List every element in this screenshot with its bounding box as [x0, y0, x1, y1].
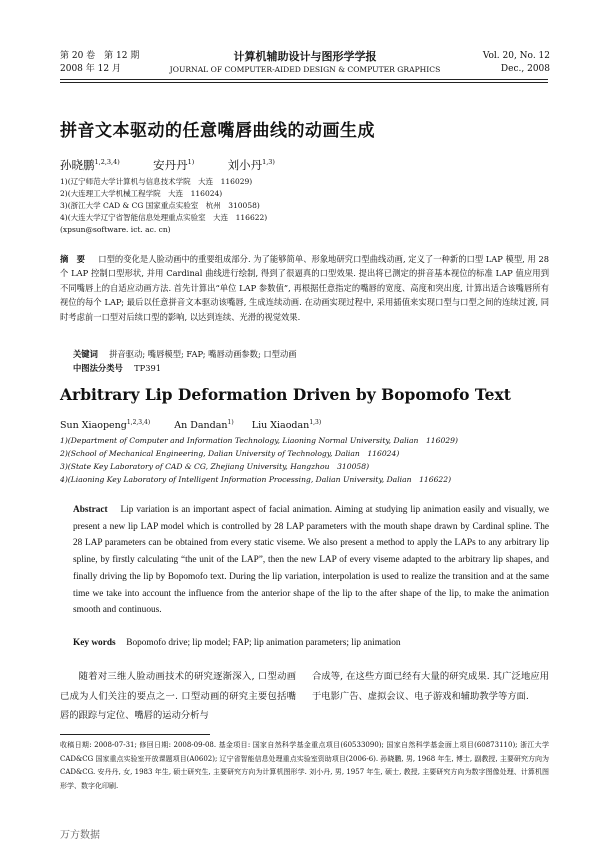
- author-name: 孙晓鹏: [60, 158, 95, 172]
- header-rule-thin: [60, 82, 548, 83]
- keywords-en-block: [73, 638, 401, 648]
- keywords-label-en: Key words: [73, 638, 116, 648]
- affiliation-line: 1)(Department of Computer and Information Technology, Liaoning Normal University, Dalian 116029): [60, 436, 458, 445]
- volume-issue: 第 20 卷 第 12 期: [60, 51, 140, 61]
- affiliation-line: 4)(大连大学辽宁省智能信息处理重点实验室 大连 116622): [60, 213, 268, 222]
- author-name: 刘小丹: [227, 158, 263, 172]
- journal-name-en: JOURNAL OF COMPUTER-AIDED DESIGN & COMPUTER GRAPHICS: [169, 65, 441, 74]
- author-affil-mark: 1,3): [262, 158, 275, 167]
- author-affil-mark: 1,2,3,4): [126, 419, 151, 426]
- volume-issue-en: Vol. 20, No. 12: [482, 51, 550, 61]
- journal-volume-en: [440, 50, 550, 76]
- affiliation-line: 3)(State Key Laboratory of CAD & CG, Zhejiang University, Hangzhou 310058): [60, 462, 370, 471]
- issue-date-cn: 2008 年 12 月: [60, 64, 121, 74]
- affiliations-cn: [60, 176, 267, 236]
- issue-date-en: Dec., 2008: [500, 64, 550, 74]
- header-rule: [60, 79, 548, 80]
- paper-title-en: Arbitrary Lip Deformation Driven by Bopomofo Text: [60, 385, 511, 404]
- author-affil-mark: 1): [187, 158, 195, 167]
- abstract-label-cn: 摘 要: [60, 254, 85, 264]
- author-affil-mark: 1): [227, 419, 234, 426]
- watermark-wanfang: 万方数据: [60, 830, 100, 841]
- footnote-funding: 收稿日期: 2008-07-31; 修回日期: 2008-09-08. 基金项目: 国家自然科学基金重点项目(60533090); 国家自然科学基金面上项目(60873110); 浙江大学 CAD&CG 国家重点实验室开放课题项目(A0602); 辽宁省智能信息处理重点实验室资助项目(2006-6). 孙晓鹏, 男, 1968 年生, 博士, 副教授, 主要研究方向为 CAD&CG. 安丹丹, 女, 1983 年生, 硕士研究生, 主要研究方向为计算机图形学. 刘小丹, 男, 1957 年生, 硕士, 教授, 主要研究方向为数字图像处理、计算机图形学、数字化印刷.: [60, 741, 549, 790]
- journal-name-cn: 计算机辅助设计与图形学学报: [233, 50, 377, 63]
- keywords-label-cn: 关键词: [73, 349, 98, 359]
- abstract-text-en: Lip variation is an important aspect of facial animation. Aiming at studying lip animation easily and visually, we present a new lip LAP model which is controlled by 28 LAP parameters with the mouth shape drawn by Cardinal spline. The 28 LAP parameters can be obtained from every static viseme. We also present a method to apply the LAPs to any arbitrary lip spline, by firstly calculating “the unit of the LAP”, then the new LAP of every viseme adapted to the arbitrary lip shapes, and finally driving the lip by Bopomofo text. During the lip variation, interpolation is used to realize the transition and at the same time we take into account the influence from the anterior shape of the lip to the after shape of the lip, to make the animation smooth and continuous.: [73, 505, 550, 616]
- body-text-column-left: 随着对三维人脸动画技术的研究逐渐深入, 口型动画已成为人们关注的要点之一. 口型动画的研究主要包括嘴唇的跟踪与定位、嘴唇的运动分析与: [60, 671, 296, 721]
- author-email: (xpsun@software. ict. ac. cn): [60, 225, 171, 234]
- keywords-text-en: Bopomofo drive; lip model; FAP; lip animation parameters; lip animation: [126, 638, 401, 648]
- author-name: Sun Xiaopeng: [60, 420, 127, 432]
- abstract-cn: [60, 252, 549, 324]
- authors-en: [60, 419, 321, 431]
- body-text-column-right: 合成等, 在这些方面已经有大量的研究成果. 其广泛地应用于电影广告、虚拟会议、电子游戏和辅助教学等方面.: [312, 671, 549, 702]
- clc-label: 中图法分类号: [73, 363, 123, 373]
- affiliation-line: 2)(大连理工大学机械工程学院 大连 116024): [60, 189, 223, 198]
- keywords-cn-block: [73, 347, 297, 375]
- paper-title-cn: 拼音文本驱动的任意嘴唇曲线的动画生成: [60, 121, 375, 141]
- affiliation-line: 3)(浙江大学 CAD & CG 国家重点实验室 杭州 310058): [60, 201, 260, 210]
- author-name: 安丹丹: [153, 158, 188, 172]
- clc-number: TP391: [134, 363, 162, 373]
- affiliation-line: 4)(Liaoning Key Laboratory of Intelligent Information Processing, Dalian University, Dalian 116622): [60, 475, 452, 484]
- abstract-text-cn: 口型的变化是人脸动画中的重要组成部分. 为了能够简单、形象地研究口型曲线动画, 定义了一种新的口型 LAP 模型, 用 28 个 LAP 控制口型形状, 并用 Cardinal 曲线进行绘制, 得到了很逼真的口型效果. 提出将已测定的拼音基本视位的标准 LAP 值应用到不同嘴唇上的自适应动画方法. 首先计算出“单位 LAP 参数值”, 再根据任意指定的嘴唇的宽度、高度和突出度, 计算出适合该嘴唇所有视位的每个 LAP; 最后以任意拼音文本驱动该嘴唇, 生成连续动画. 在动画实现过程中, 采用插值来实现口型与口型之间的连续过渡, 同时考虑前一口型对后续口型的影响, 以达到连续、光滑的视觉效果.: [60, 254, 550, 322]
- affiliation-line: 1)(辽宁师范大学计算机与信息技术学院 大连 116029): [60, 177, 253, 186]
- affiliations-en: [60, 434, 458, 486]
- keywords-text-cn: 拼音驱动; 嘴唇模型; FAP; 嘴唇动画参数; 口型动画: [109, 349, 297, 359]
- abstract-label-en: Abstract: [73, 505, 108, 515]
- journal-name: [150, 50, 460, 76]
- affiliation-line: 2)(School of Mechanical Engineering, Dalian University of Technology, Dalian 116024): [60, 449, 400, 458]
- abstract-en: [73, 502, 549, 619]
- author-name: Liu Xiaodan: [251, 420, 310, 432]
- authors-cn: [60, 157, 275, 173]
- footnote-rule: [60, 734, 210, 735]
- author-name: An Dandan: [174, 420, 228, 432]
- author-affil-mark: 1,2,3,4): [94, 158, 120, 167]
- author-affil-mark: 1,3): [309, 419, 322, 426]
